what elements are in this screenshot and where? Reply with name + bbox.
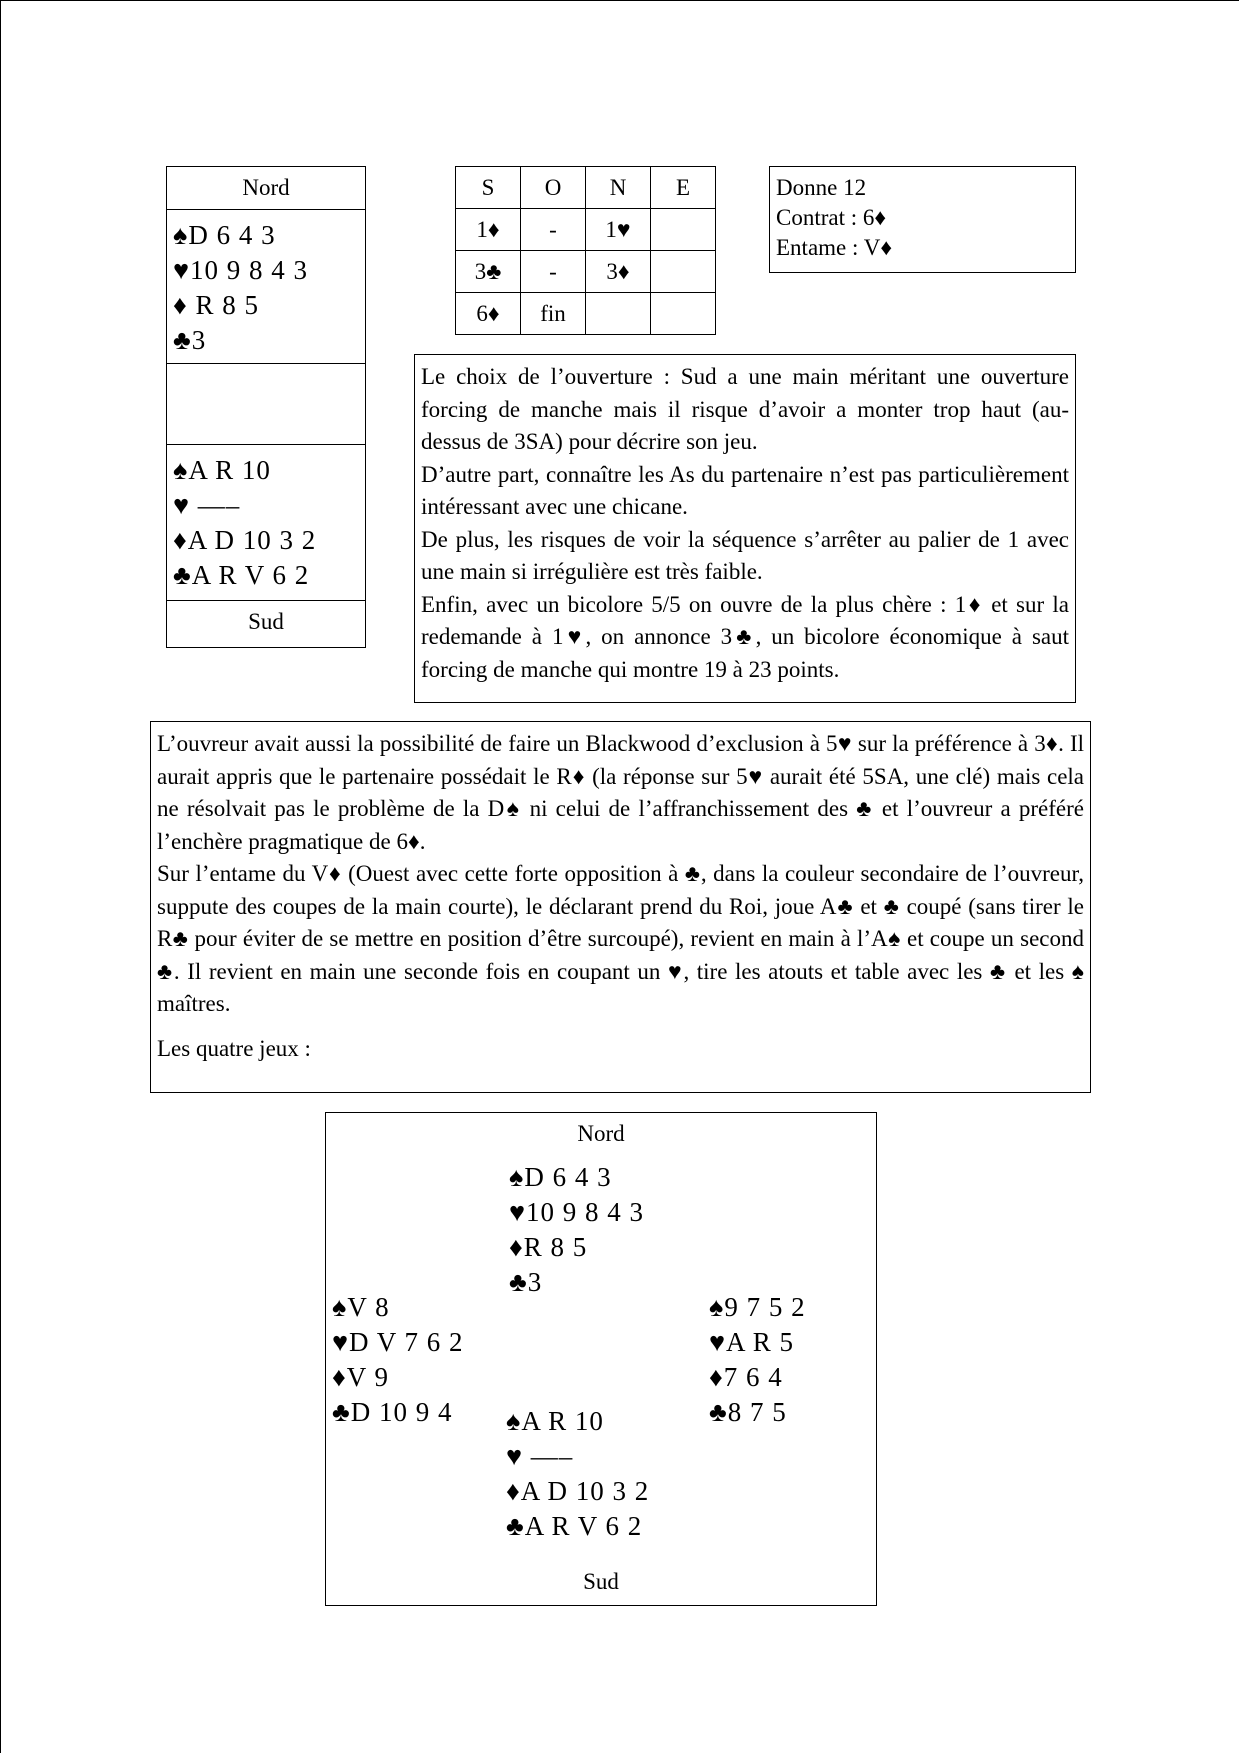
bidding-table [455, 166, 716, 335]
paragraph: Le choix de l’ouverture : Sud a une main méritant une ouverture forcing de manche mais il risque d’avoir a monter trop haut (au-dessus de 3SA) pour décrire son jeu. [421, 364, 1069, 454]
bid-cell: 1♥ [586, 209, 651, 251]
north-spades: ♠D 6 4 3 [173, 220, 276, 250]
south-diamonds: ♦A D 10 3 2 [506, 1476, 650, 1506]
south-hand [167, 444, 365, 600]
north-hearts: ♥10 9 8 4 3 [509, 1197, 645, 1227]
diagram-north-hand [509, 1160, 644, 1300]
diagram-north-label: Nord [577, 1121, 625, 1146]
bid-cell: - [521, 251, 586, 293]
diagram-south-hand [506, 1404, 649, 1544]
contract: Contrat : 6♦ [776, 205, 887, 230]
bid-cell [651, 293, 716, 335]
bidding-row [456, 293, 716, 335]
south-spades: ♠A R 10 [173, 455, 271, 485]
hand-box-spacer [167, 363, 365, 444]
commentary-opening [414, 354, 1076, 703]
paragraph: De plus, les risques de voir la séquence s’arrêter au palier de 1 avec une main si irrégulière est très faible. [421, 526, 1069, 584]
east-clubs: ♣8 7 5 [709, 1397, 787, 1427]
north-hand [167, 209, 365, 363]
diagram-south-label: Sud [583, 1569, 619, 1594]
south-label: Sud [167, 600, 365, 643]
paragraph: Sur l’entame du V♦ (Ouest avec cette forte opposition à ♣, dans la couleur secondaire de l’ouvreur, suppute des coupes de la main courte), le déclarant prend du Roi, joue A♣ et ♣ coupé (sans tirer le R♣ pour éviter de se mettre en position d’être surcoupé), revient en main à l’A♠ et coupe un second ♣. Il revient en main une seconde fois en coupant un ♥, tire les atouts et table avec les ♣ et les ♠ maîtres. [157, 861, 1084, 1016]
bid-header-o: O [521, 167, 586, 209]
four-hands-diagram [325, 1112, 877, 1606]
south-diamonds: ♦A D 10 3 2 [173, 525, 317, 555]
south-hearts: ♥ —– [506, 1441, 574, 1471]
north-spades: ♠D 6 4 3 [509, 1162, 612, 1192]
east-hearts: ♥A R 5 [709, 1327, 795, 1357]
north-label: Nord [242, 175, 290, 200]
bid-cell: - [521, 209, 586, 251]
bid-header-e: E [651, 167, 716, 209]
south-clubs: ♣A R V 6 2 [173, 560, 310, 590]
bidding-row [456, 251, 716, 293]
opening-lead: Entame : V♦ [776, 235, 893, 260]
bid-header-s: S [456, 167, 521, 209]
north-hearts: ♥10 9 8 4 3 [173, 255, 309, 285]
bidding-header-row [456, 167, 716, 209]
diagram-east-hand [709, 1290, 806, 1430]
paragraph: L’ouvreur avait aussi la possibilité de faire un Blackwood d’exclusion à 5♥ sur la préférence à 3♦. Il aurait appris que le partenaire possédait le R♦ (la réponse sur 5♥ aurait été 5SA, une clé) mais cela ne résolvait pas le problème de la D♠ ni celui de l’affranchissement des ♣ et l’ouvreur a préféré l’enchère pragmatique de 6♦. [157, 731, 1084, 854]
bid-cell: 3♣ [456, 251, 521, 293]
north-south-hand-box [166, 166, 366, 648]
commentary-play [150, 721, 1091, 1093]
north-clubs: ♣3 [173, 325, 207, 355]
south-hearts: ♥ —– [173, 490, 241, 520]
south-spades: ♠A R 10 [506, 1406, 604, 1436]
bid-cell: 1♦ [456, 209, 521, 251]
east-spades: ♠9 7 5 2 [709, 1292, 806, 1322]
north-diamonds: ♦ R 8 5 [173, 290, 260, 320]
paragraph: Enfin, avec un bicolore 5/5 on ouvre de la plus chère : 1♦ et sur la redemande à 1♥, on annonce 3♣, un bicolore économique à saut forcing de manche qui montre 19 à 23 points. [421, 591, 1069, 682]
west-spades: ♠V 8 [332, 1292, 390, 1322]
south-clubs: ♣A R V 6 2 [506, 1511, 643, 1541]
paragraph: D’autre part, connaître les As du partenaire n’est pas particulièrement intéressant avec une chicane. [421, 461, 1069, 519]
diagram-west-hand [332, 1290, 464, 1430]
deal-info-box [769, 166, 1076, 273]
west-hearts: ♥D V 7 6 2 [332, 1327, 464, 1357]
bid-cell: 6♦ [456, 293, 521, 335]
north-diamonds: ♦R 8 5 [509, 1232, 588, 1262]
bid-cell [586, 293, 651, 335]
west-clubs: ♣D 10 9 4 [332, 1397, 453, 1427]
bid-cell: 3♦ [586, 251, 651, 293]
bid-cell: fin [521, 293, 586, 335]
east-diamonds: ♦7 6 4 [709, 1362, 783, 1392]
bid-header-n: N [586, 167, 651, 209]
bidding-row [456, 209, 716, 251]
bid-cell [651, 251, 716, 293]
north-clubs: ♣3 [509, 1267, 543, 1297]
deal-number: Donne 12 [776, 175, 867, 200]
paragraph: Les quatre jeux : [157, 1035, 311, 1061]
bid-cell [651, 209, 716, 251]
west-diamonds: ♦V 9 [332, 1362, 390, 1392]
